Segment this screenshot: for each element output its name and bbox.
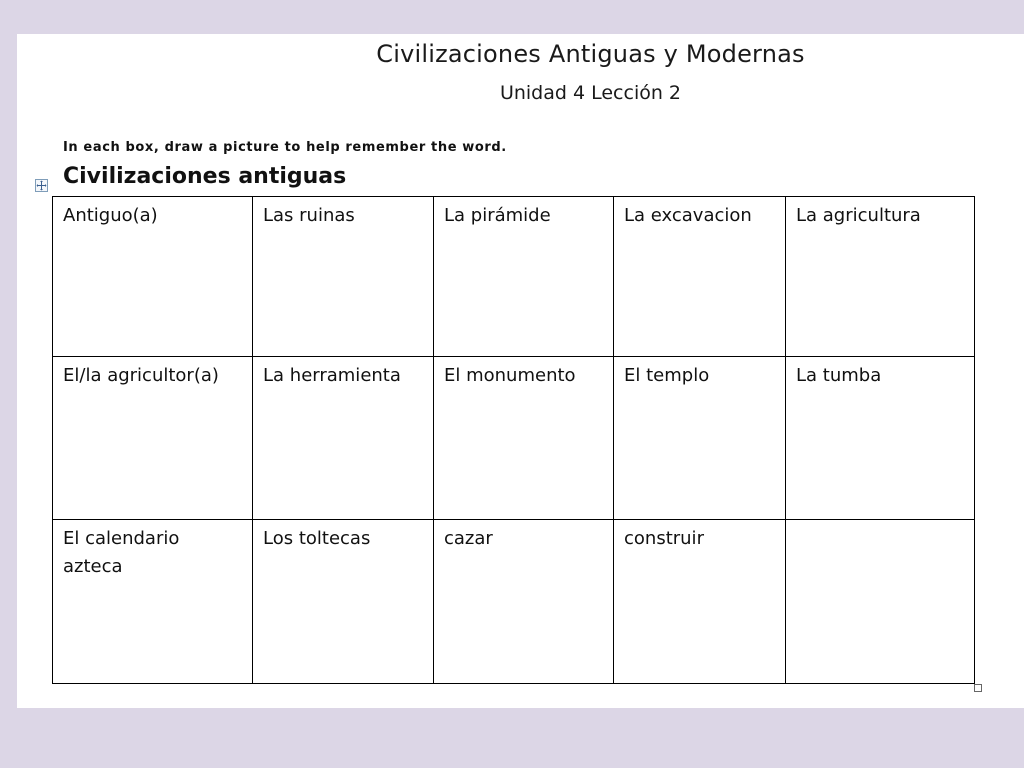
vocab-cell[interactable]: La tumba — [786, 357, 975, 520]
table-row — [53, 357, 975, 520]
vocab-cell[interactable]: El calendario azteca — [53, 520, 253, 684]
table-resize-handle[interactable] — [974, 684, 982, 692]
table-move-handle-icon[interactable] — [35, 179, 48, 192]
vocab-table — [52, 196, 975, 684]
vocab-cell[interactable]: Los toltecas — [253, 520, 434, 684]
vocab-cell[interactable]: cazar — [434, 520, 614, 684]
vocab-cell[interactable]: Las ruinas — [253, 197, 434, 357]
vocab-cell[interactable] — [786, 520, 975, 684]
table-row — [53, 520, 975, 684]
vocab-cell[interactable]: La excavacion — [614, 197, 786, 357]
document-title: Civilizaciones Antiguas y Modernas — [376, 40, 805, 68]
vocab-cell[interactable]: El/la agricultor(a) — [53, 357, 253, 520]
vocab-cell[interactable]: construir — [614, 520, 786, 684]
vocab-cell[interactable]: La agricultura — [786, 197, 975, 357]
vocab-cell[interactable]: La pirámide — [434, 197, 614, 357]
instruction-text: In each box, draw a picture to help remember the word. — [63, 140, 507, 155]
vocab-cell[interactable]: El monumento — [434, 357, 614, 520]
section-heading: Civilizaciones antiguas — [63, 164, 347, 189]
document-page — [17, 34, 1024, 708]
document-subtitle: Unidad 4 Lección 2 — [499, 82, 682, 104]
vocab-cell[interactable]: Antiguo(a) — [53, 197, 253, 357]
vocab-cell[interactable]: El templo — [614, 357, 786, 520]
table-row — [53, 197, 975, 357]
vocab-cell[interactable]: La herramienta — [253, 357, 434, 520]
